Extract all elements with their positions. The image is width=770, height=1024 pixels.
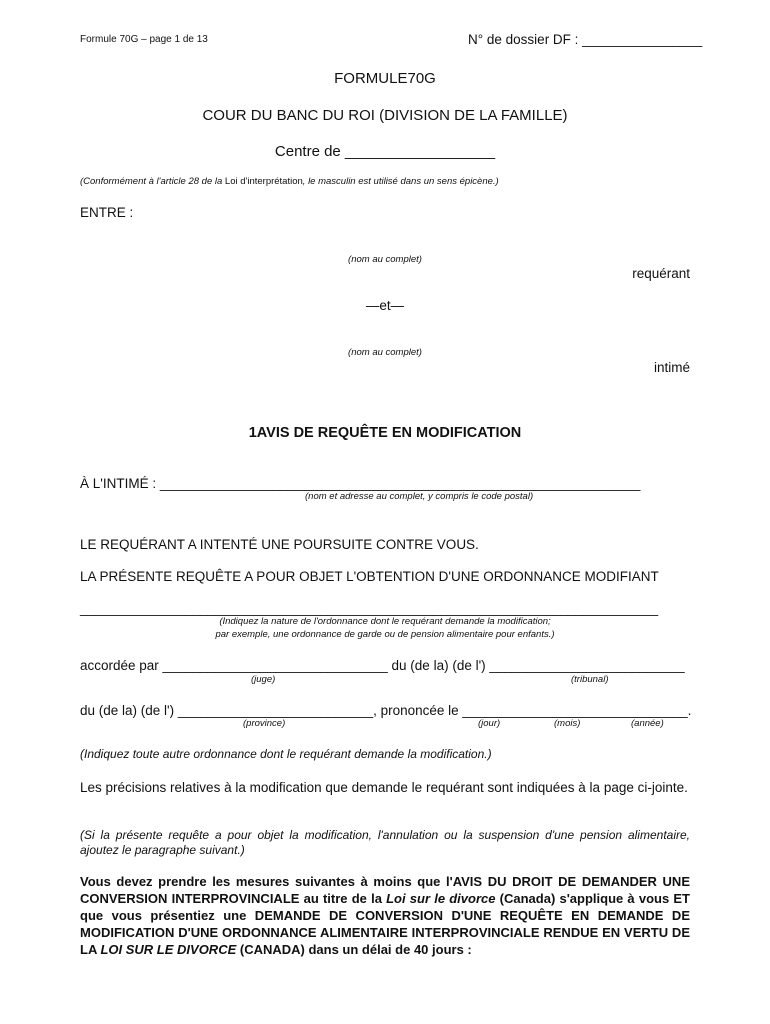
year-hint: (année) [631,718,664,729]
to-respondent-hint: (nom et adresse au complet, y compris le code postal) [305,491,534,502]
epicene-note: (Conformément à l'article 28 de la Loi d'interprétation, le masculin est utilisé dans un sens épicène.) [80,176,499,187]
granted-by-line: accordée par ______________________________ du (de la) (de l') __________________________ [80,658,685,673]
month-hint: (mois) [554,718,581,729]
law-name: Loi d'interprétation [224,176,303,187]
court-name: COUR DU BANC DU ROI (DIVISION DE LA FAMILLE) [202,107,568,124]
order-nature-hint-2: par exemple, une ordonnance de garde ou de pension alimentaire pour enfants.) [215,629,555,640]
judge-hint: (juge) [251,674,276,685]
file-number: N° de dossier DF : ________________ [468,32,703,47]
page-reference: Formule 70G – page 1 de 13 [80,34,208,45]
divorce-act-reference: Loi sur le divorce [386,891,496,906]
day-hint: (jour) [478,718,501,729]
conversion-paragraph: Vous devez prendre les mesures suivantes à moins que l'AVIS DU DROIT DE DEMANDER UNE CONVERSION INTERPROVINCIALE au titre de la Loi sur le divorce (Canada) s'applique à vous ET que vous présentiez une DEMANDE DE CONVERSION D'UNE REQUÊTE EN DEMANDE DE MODIFICATION D'UNE ORDONNANCE ALIMENTAIRE INTERPROVINCIALE RENDUE EN VERTU DE LA LOI SUR LE DIVORCE (CANADA) dans un délai de 40 jours : [80,874,690,957]
divorce-act-reference-caps: LOI SUR LE DIVORCE [100,942,237,957]
paragraph-lawsuit: LE REQUÉRANT A INTENTÉ UNE POURSUITE CONTRE VOUS. [80,537,479,552]
order-nature-line: _____________________________________________________________________________ [80,601,659,616]
tribunal-hint: (tribunal) [571,674,609,685]
order-nature-hint-1: (Indiquez la nature de l'ordonnance dont le requérant demande la modification; [219,616,551,627]
centre-line: Centre de __________________ [274,143,496,160]
applicant-label: requérant [632,266,690,281]
form-title: FORMULE70G [334,70,436,87]
notice-heading: 1AVIS DE REQUÊTE EN MODIFICATION [248,425,522,441]
respondent-label: intimé [653,360,690,375]
and-separator: —et— [365,298,405,313]
between-label: ENTRE : [80,205,134,220]
applicant-name-hint: (nom au complet) [348,254,422,265]
respondent-name-hint: (nom au complet) [348,347,422,358]
to-respondent-line: À L'INTIMÉ : ________________________________________________________________ [80,476,641,491]
other-order-note: (Indiquez toute autre ordonnance dont le requérant demande la modification.) [80,747,492,761]
paragraph-purpose: LA PRÉSENTE REQUÊTE A POUR OBJET L'OBTENTION D'UNE ORDONNANCE MODIFIANT [80,569,659,584]
province-hint: (province) [243,718,286,729]
details-paragraph: Les précisions relatives à la modification que demande le requérant sont indiquées à la page ci-jointe. [80,780,688,795]
support-note: (Si la présente requête a pour objet la modification, l'annulation ou la suspension d'une pension alimentaire, ajoutez le paragraphe suivant.) [80,828,690,857]
province-line: du (de la) (de l') __________________________, prononcée le ______________________________. [80,703,692,718]
